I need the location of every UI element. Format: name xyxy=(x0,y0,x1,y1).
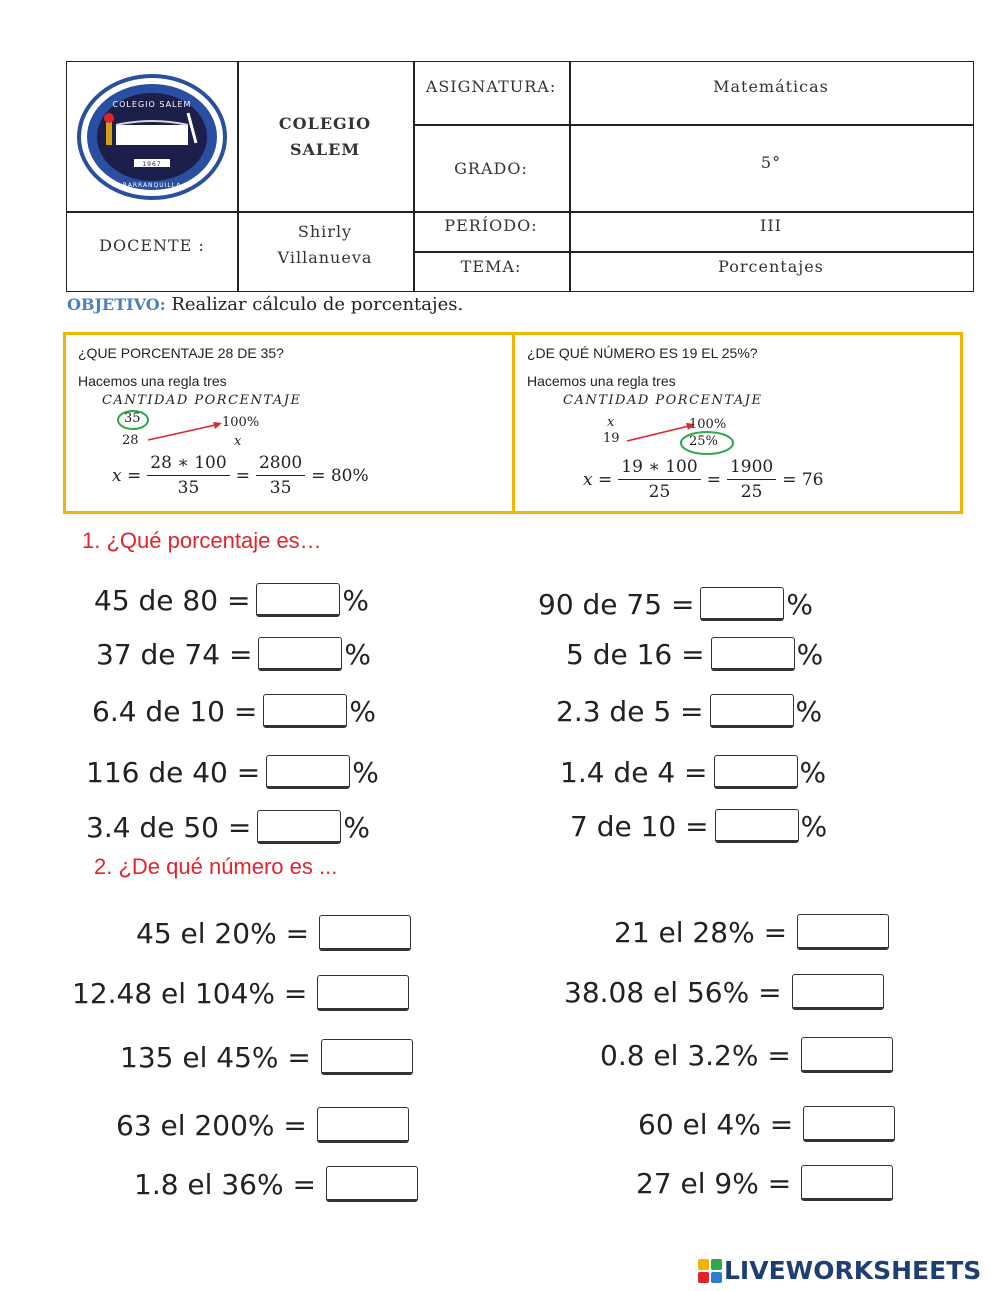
s2-left-row-2 xyxy=(72,975,409,1011)
header-table xyxy=(66,61,974,292)
s1-right-row-5 xyxy=(570,809,827,843)
s1-right-answer-3[interactable] xyxy=(710,694,794,728)
example1-formula xyxy=(112,453,369,498)
s1-right-answer-1[interactable] xyxy=(700,587,784,621)
s1-left-answer-5[interactable] xyxy=(257,810,341,844)
s1-left-pct-1: % xyxy=(342,583,370,617)
s1-right-answer-2[interactable] xyxy=(711,637,795,671)
example1-x: x xyxy=(234,434,242,449)
s2-right-row-4 xyxy=(638,1106,895,1142)
example2-rule: Hacemos una regla tres xyxy=(527,373,676,389)
s2-left-label-5: 1.8 el 36% = xyxy=(134,1167,316,1201)
s1-right-pct-2: % xyxy=(796,637,824,671)
s2-left-answer-2[interactable] xyxy=(317,975,409,1011)
example2-num2: 1900 xyxy=(727,457,776,480)
s2-right-answer-5[interactable] xyxy=(801,1165,893,1201)
s1-left-row-5 xyxy=(86,810,370,844)
example2-den1: 25 xyxy=(648,482,671,502)
s1-left-answer-4[interactable] xyxy=(266,755,350,789)
example2-eq1: = xyxy=(706,469,721,490)
objective-text: Realizar cálculo de porcentajes. xyxy=(165,294,464,315)
s1-left-row-4 xyxy=(86,755,379,789)
example2-num1: 19 ∗ 100 xyxy=(618,457,700,480)
s1-left-label-2: 37 de 74 = xyxy=(96,637,253,671)
s1-left-pct-5: % xyxy=(343,810,370,844)
example1-question: ¿QUE PORCENTAJE 28 DE 35? xyxy=(78,345,284,361)
s1-left-row-3 xyxy=(92,694,376,728)
grado-value: 5° xyxy=(760,152,782,172)
school-name xyxy=(237,62,413,212)
logo-text-top: COLEGIO SALEM xyxy=(112,100,192,109)
example1-num2: 2800 xyxy=(256,453,305,476)
s1-left-pct-4: % xyxy=(352,755,379,789)
s2-right-answer-3[interactable] xyxy=(801,1037,893,1073)
s1-right-answer-5[interactable] xyxy=(715,809,799,843)
example2-result: = 76 xyxy=(782,469,824,490)
objective xyxy=(67,294,463,315)
example1-den2: 35 xyxy=(269,478,292,498)
s2-left-answer-4[interactable] xyxy=(317,1107,409,1143)
example1-rule: Hacemos una regla tres xyxy=(78,373,227,389)
s1-right-label-1: 90 de 75 = xyxy=(538,587,695,621)
asignatura-value: Matemáticas xyxy=(713,76,829,96)
s1-left-label-4: 116 de 40 = xyxy=(86,755,261,789)
periodo-value: III xyxy=(760,215,782,235)
s2-left-label-3: 135 el 45% = xyxy=(120,1040,311,1074)
docente-value-line1: Shirly xyxy=(297,222,353,241)
example2-question: ¿DE QUÉ NÚMERO ES 19 EL 25%? xyxy=(527,345,758,361)
section2-title: 2. ¿De qué número es ... xyxy=(94,854,338,879)
liveworksheets-brand: LIVEWORKSHEETS xyxy=(724,1256,982,1285)
s2-right-label-5: 27 el 9% = xyxy=(636,1166,792,1200)
example1-eq-x: x = xyxy=(112,465,142,486)
s2-right-answer-1[interactable] xyxy=(797,914,889,950)
example-box-1 xyxy=(63,332,515,514)
s1-right-label-2: 5 de 16 = xyxy=(566,637,705,671)
s1-right-pct-4: % xyxy=(799,755,827,789)
s1-right-row-4 xyxy=(560,755,826,789)
s1-left-pct-3: % xyxy=(349,694,376,728)
s2-left-answer-1[interactable] xyxy=(319,915,411,951)
s1-right-row-2 xyxy=(566,637,823,671)
s1-left-answer-1[interactable] xyxy=(256,583,340,617)
s2-left-label-4: 63 el 200% = xyxy=(116,1108,307,1142)
objective-label: OBJETIVO: xyxy=(67,295,166,314)
example1-col-header: CANTIDAD PORCENTAJE xyxy=(102,393,302,408)
s2-left-row-1 xyxy=(136,915,411,951)
s2-left-label-2: 12.48 el 104% = xyxy=(72,976,308,1010)
s1-right-answer-4[interactable] xyxy=(714,755,798,789)
s1-right-label-4: 1.4 de 4 = xyxy=(560,755,708,789)
example2-col-header: CANTIDAD PORCENTAJE xyxy=(563,393,763,408)
s2-right-row-3 xyxy=(600,1037,893,1073)
s2-left-row-4 xyxy=(116,1107,409,1143)
s2-right-answer-2[interactable] xyxy=(792,974,884,1010)
liveworksheets-logo xyxy=(698,1256,981,1285)
grado-label: GRADO: xyxy=(454,158,528,178)
section1-title: 1. ¿Qué porcentaje es… xyxy=(82,528,322,553)
example1-a: 35 xyxy=(124,411,141,426)
s2-left-answer-3[interactable] xyxy=(321,1039,413,1075)
s2-left-row-5 xyxy=(134,1166,418,1202)
s2-right-label-1: 21 el 28% = xyxy=(614,915,788,949)
s1-left-label-3: 6.4 de 10 = xyxy=(92,694,258,728)
s2-right-row-1 xyxy=(614,914,889,950)
example2-x: x xyxy=(607,415,615,430)
logo-text-year: 1967 xyxy=(142,161,162,168)
tema-value: Porcentajes xyxy=(718,256,824,276)
s1-right-row-1 xyxy=(538,587,813,621)
docente-label: DOCENTE : xyxy=(99,235,205,255)
s1-right-pct-3: % xyxy=(795,694,823,728)
liveworksheets-icon xyxy=(698,1259,722,1283)
example1-num1: 28 ∗ 100 xyxy=(147,453,229,476)
s2-right-row-5 xyxy=(636,1165,893,1201)
s2-right-label-4: 60 el 4% = xyxy=(638,1107,794,1141)
s2-right-answer-4[interactable] xyxy=(803,1106,895,1142)
example1-den1: 35 xyxy=(177,478,200,498)
s1-left-label-5: 3.4 de 50 = xyxy=(86,810,252,844)
s1-left-answer-3[interactable] xyxy=(263,694,347,728)
docente-value xyxy=(237,212,413,278)
example2-b: 19 xyxy=(603,431,620,446)
docente-value-line2: Villanueva xyxy=(277,248,373,267)
school-name-line1: COLEGIO xyxy=(278,114,372,133)
example1-result: = 80% xyxy=(311,465,369,486)
example2-p: 100% xyxy=(689,417,727,432)
s1-right-row-3 xyxy=(556,694,822,728)
logo-text-bottom: BARRANQUILLA xyxy=(122,182,182,189)
example2-eq-x: x = xyxy=(583,469,613,490)
s2-left-answer-5[interactable] xyxy=(326,1166,418,1202)
s1-right-pct-5: % xyxy=(800,809,828,843)
school-logo xyxy=(67,62,237,212)
s2-left-row-3 xyxy=(120,1039,413,1075)
s1-left-row-1 xyxy=(94,583,369,617)
s1-right-label-5: 7 de 10 = xyxy=(570,809,709,843)
tema-label: TEMA: xyxy=(460,256,522,276)
s1-left-pct-2: % xyxy=(344,637,372,671)
example1-eq1: = xyxy=(235,465,250,486)
school-name-line2: SALEM xyxy=(289,140,361,159)
example2-q: 25% xyxy=(689,434,718,449)
s2-right-label-2: 38.08 el 56% = xyxy=(564,975,782,1009)
s1-right-label-3: 2.3 de 5 = xyxy=(556,694,704,728)
s2-right-label-3: 0.8 el 3.2% = xyxy=(600,1038,791,1072)
example-box-2 xyxy=(512,332,963,514)
example1-p: 100% xyxy=(222,415,260,430)
example2-den2: 25 xyxy=(740,482,763,502)
asignatura-label: ASIGNATURA: xyxy=(425,76,557,96)
example2-formula xyxy=(583,457,824,502)
s2-right-row-2 xyxy=(564,974,884,1010)
s1-right-pct-1: % xyxy=(786,587,814,621)
periodo-label: PERÍODO: xyxy=(444,215,538,235)
s1-left-row-2 xyxy=(96,637,371,671)
s1-left-answer-2[interactable] xyxy=(258,637,342,671)
example1-b: 28 xyxy=(122,433,139,448)
s1-left-label-1: 45 de 80 = xyxy=(94,583,251,617)
s2-left-label-1: 45 el 20% = xyxy=(136,916,310,950)
